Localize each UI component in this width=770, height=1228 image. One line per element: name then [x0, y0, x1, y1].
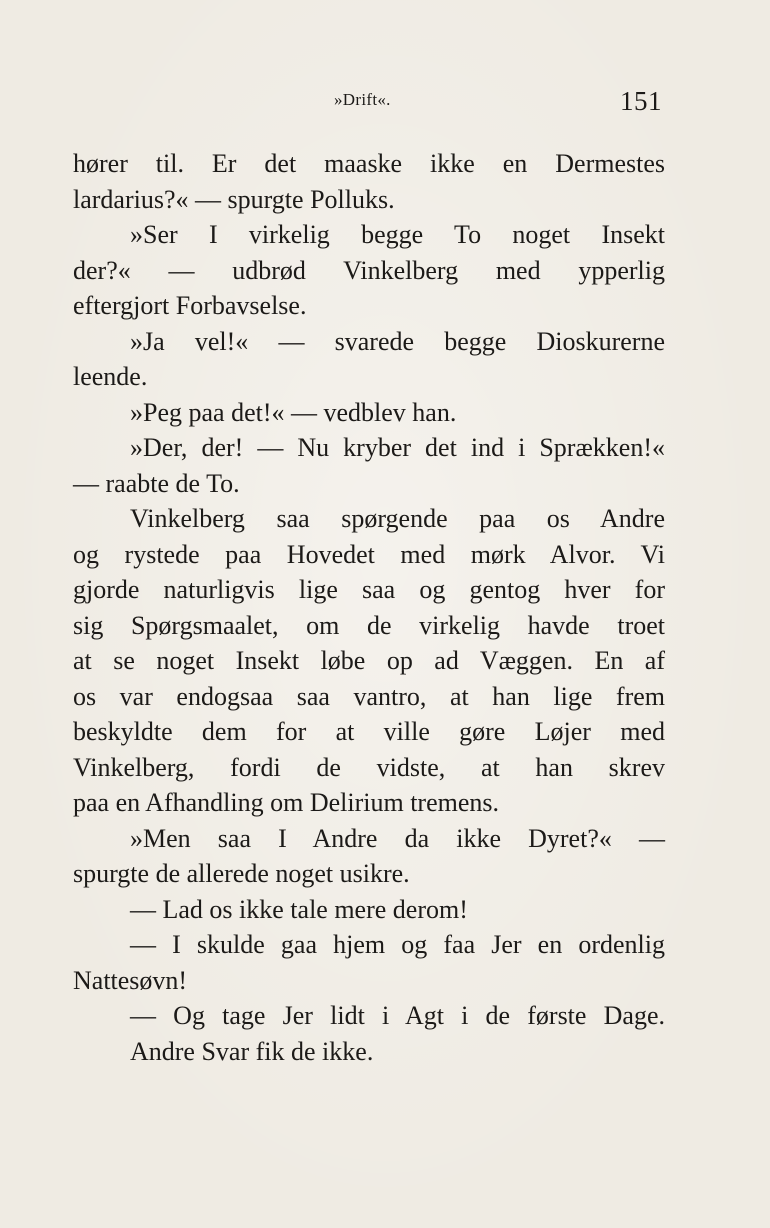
text-line: Vinkelberg saa spørgende paa os Andre [130, 504, 665, 533]
text-line: eftergjort Forbavselse. [73, 291, 307, 320]
text-line: »Men saa I Andre da ikke Dyret?« — [130, 823, 665, 853]
text-line: Vinkelberg, fordi de vidste, at han skrev [73, 752, 665, 782]
text-line: hører til. Er det maaske ikke en Dermestes [73, 149, 665, 178]
text-line: »Peg paa det!« — vedblev han. [130, 397, 457, 427]
text-line: — raabte de To. [73, 468, 240, 498]
text-line: leende. [73, 362, 148, 391]
text-line: der?« — udbrød Vinkelberg med ypperlig [73, 255, 665, 285]
text-line: — Og tage Jer lidt i Agt i de første Dage. [130, 1001, 665, 1030]
text-line: — Lad os ikke tale mere derom! [130, 894, 468, 924]
text-line: os var endogsaa saa vantro, at han lige frem [73, 681, 665, 711]
text-line: »Ser I virkelig begge To noget Insekt [130, 220, 665, 249]
text-line: spurgte de allerede noget usikre. [73, 859, 410, 888]
text-line: gjorde naturligvis lige saa og gentog hver for [73, 575, 665, 604]
text-line: beskyldte dem for at ville gøre Løjer med [73, 717, 665, 746]
text-line: at se noget Insekt løbe op ad Væggen. En af [73, 646, 665, 675]
text-line: — I skulde gaa hjem og faa Jer en ordenlig [130, 930, 665, 959]
text-line: lardarius?« — spurgte Polluks. [73, 184, 395, 214]
text-line: Andre Svar fik de ikke. [130, 1036, 374, 1066]
text-line: paa en Afhandling om Delirium tremens. [73, 788, 500, 817]
text-line: og rystede paa Hovedet med mørk Alvor. Vi [73, 539, 665, 569]
text-line: »Ja vel!« — svarede begge Dioskurerne [130, 326, 665, 356]
text-line: sig Spørgsmaalet, om de virkelig havde troet [73, 610, 665, 640]
body-text [73, 146, 665, 1069]
page-number: 151 [620, 86, 662, 116]
text-line: »Der, der! — Nu kryber det ind i Sprækken!« [130, 433, 665, 462]
running-head: »Drift«. [334, 90, 391, 109]
text-line: Nattesøvn! [73, 965, 188, 995]
